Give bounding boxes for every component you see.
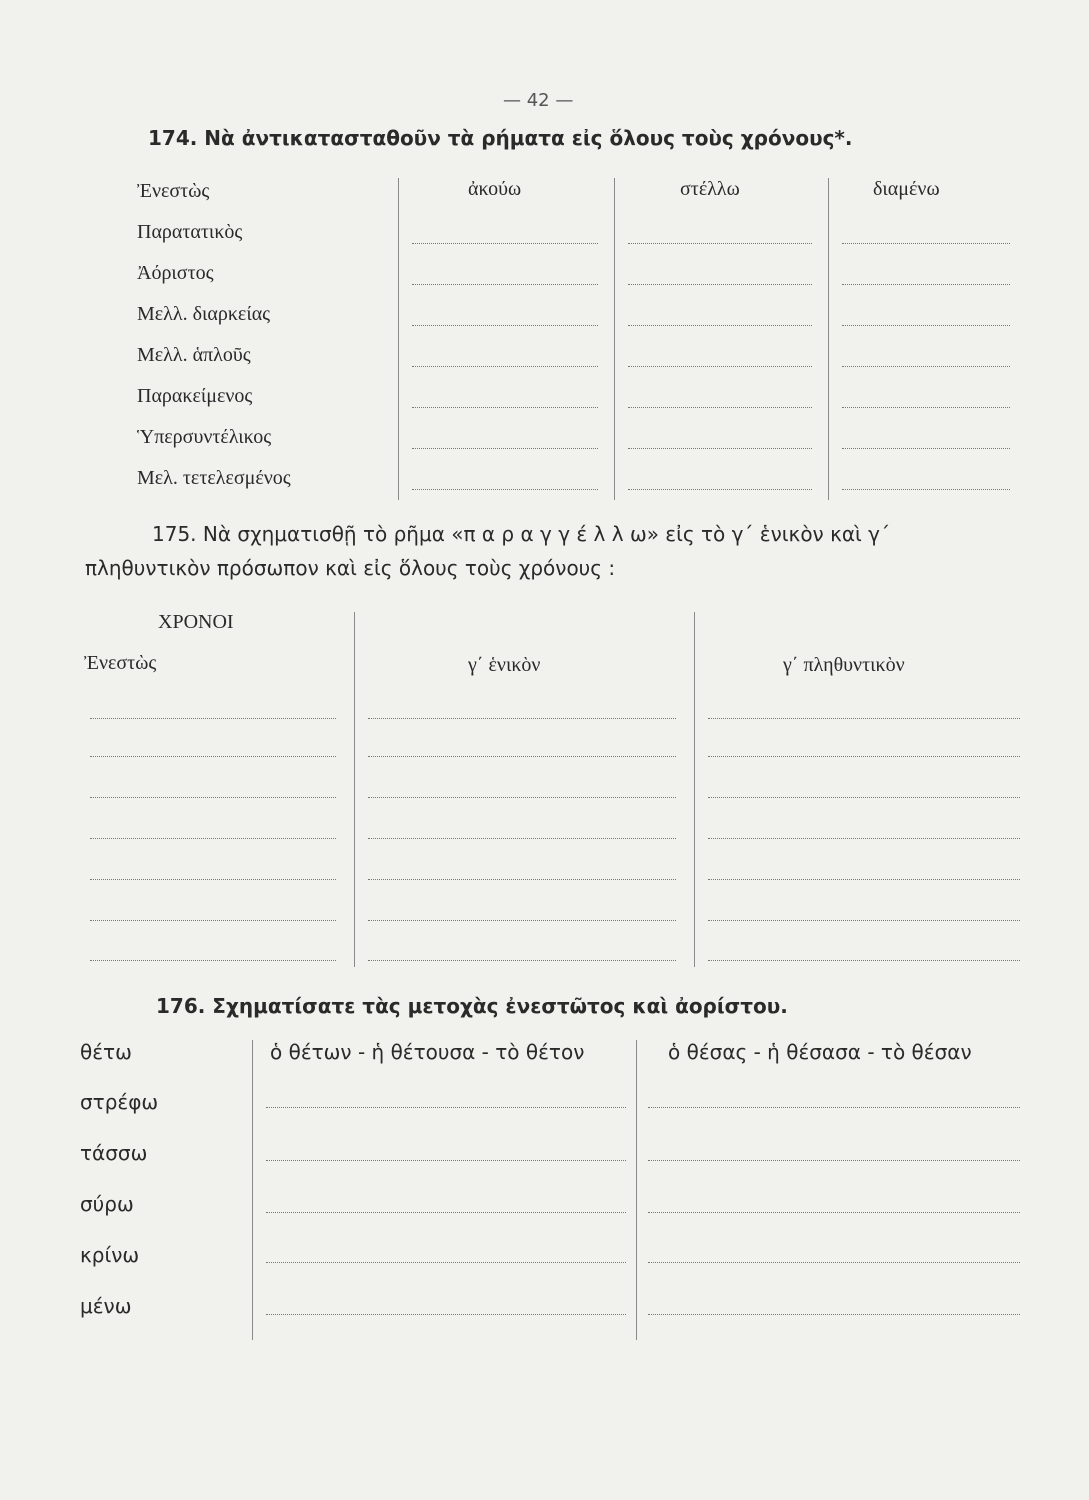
answer-line[interactable] [708, 920, 1020, 921]
answer-line[interactable] [368, 756, 676, 757]
answer-line[interactable] [368, 718, 676, 719]
answer-line[interactable] [412, 284, 598, 285]
tense-label: Μελλ. διαρκείας [137, 303, 271, 325]
verb-label: τάσσω [80, 1141, 148, 1165]
header-plural: γ΄ πληθυντικὸν [783, 654, 905, 676]
answer-line[interactable] [412, 489, 598, 490]
answer-line[interactable] [412, 407, 598, 408]
answer-line[interactable] [266, 1160, 626, 1161]
tense-label: Μελ. τετελεσμένος [137, 467, 291, 489]
header-singular: γ΄ ἑνικὸν [468, 654, 541, 676]
column-divider [636, 1040, 637, 1340]
answer-line[interactable] [842, 407, 1010, 408]
example-aorist-participle: ὁ θέσας - ἡ θέσασα - τὸ θέσαν [668, 1040, 972, 1064]
answer-line[interactable] [842, 284, 1010, 285]
answer-line[interactable] [842, 366, 1010, 367]
answer-line[interactable] [266, 1262, 626, 1263]
answer-line[interactable] [368, 797, 676, 798]
answer-line[interactable] [708, 960, 1020, 961]
answer-line[interactable] [708, 756, 1020, 757]
answer-line[interactable] [266, 1314, 626, 1315]
exercise-175-title-line2: πληθυντικὸν πρόσωπον καὶ εἰς ὅλους τοὺς χρόνους : [85, 556, 616, 580]
answer-line[interactable] [708, 879, 1020, 880]
answer-line[interactable] [648, 1160, 1020, 1161]
answer-line[interactable] [412, 325, 598, 326]
verb-stello: στέλλω [680, 178, 740, 200]
column-divider [398, 178, 399, 500]
answer-line[interactable] [842, 243, 1010, 244]
answer-line[interactable] [842, 325, 1010, 326]
header-tenses: ΧΡΟΝΟΙ [158, 611, 234, 633]
tense-label: Ἀόριστος [137, 262, 214, 284]
page-number: — 42 — [503, 90, 574, 111]
answer-line[interactable] [628, 284, 812, 285]
answer-line[interactable] [90, 920, 336, 921]
answer-line[interactable] [628, 366, 812, 367]
answer-line[interactable] [90, 718, 336, 719]
exercise-175-title-line1: 175. Νὰ σχηματισθῇ τὸ ρῆμα «π α ρ α γ γ έ λ λ ω» εἰς τὸ γ΄ ἑνικὸν καὶ γ΄ [152, 522, 891, 546]
verb-akouo: ἀκούω [468, 178, 522, 200]
tense-label: Μελλ. ἁπλοῦς [137, 344, 251, 366]
example-present-participle: ὁ θέτων - ἡ θέτουσα - τὸ θέτον [270, 1040, 585, 1064]
answer-line[interactable] [368, 920, 676, 921]
tense-label: Παρατατικὸς [137, 221, 243, 243]
column-divider [354, 612, 355, 967]
answer-line[interactable] [368, 838, 676, 839]
answer-line[interactable] [90, 838, 336, 839]
column-divider [252, 1040, 253, 1340]
exercise-174-title: 174. Νὰ ἀντικατασταθοῦν τὰ ρήματα εἰς ὅλους τοὺς χρόνους*. [148, 126, 853, 150]
answer-line[interactable] [648, 1107, 1020, 1108]
answer-line[interactable] [648, 1212, 1020, 1213]
answer-line[interactable] [90, 879, 336, 880]
answer-line[interactable] [708, 718, 1020, 719]
answer-line[interactable] [412, 366, 598, 367]
answer-line[interactable] [412, 243, 598, 244]
answer-line[interactable] [708, 797, 1020, 798]
verb-label: θέτω [80, 1040, 132, 1064]
answer-line[interactable] [368, 960, 676, 961]
answer-line[interactable] [708, 838, 1020, 839]
answer-line[interactable] [628, 448, 812, 449]
verb-label: κρίνω [80, 1243, 140, 1267]
answer-line[interactable] [90, 960, 336, 961]
tense-label: Παρακείμενος [137, 385, 253, 407]
verb-diameno: διαμένω [873, 178, 940, 200]
answer-line[interactable] [842, 448, 1010, 449]
answer-line[interactable] [648, 1314, 1020, 1315]
answer-line[interactable] [842, 489, 1010, 490]
answer-line[interactable] [628, 243, 812, 244]
answer-line[interactable] [628, 407, 812, 408]
tense-label: Ἐνεστὼς [84, 652, 157, 674]
exercise-176-title: 176. Σχηματίσατε τὰς μετοχὰς ἐνεστῶτος καὶ ἀορίστου. [156, 994, 788, 1018]
column-divider [614, 178, 615, 500]
answer-line[interactable] [628, 489, 812, 490]
answer-line[interactable] [412, 448, 598, 449]
column-divider [694, 612, 695, 967]
answer-line[interactable] [648, 1262, 1020, 1263]
answer-line[interactable] [368, 879, 676, 880]
verb-label: σύρω [80, 1192, 134, 1216]
verb-label: μένω [80, 1294, 132, 1318]
answer-line[interactable] [90, 756, 336, 757]
answer-line[interactable] [628, 325, 812, 326]
verb-label: στρέφω [80, 1090, 159, 1114]
column-divider [828, 178, 829, 500]
answer-line[interactable] [266, 1107, 626, 1108]
answer-line[interactable] [266, 1212, 626, 1213]
tense-label: Ἐνεστὼς [137, 180, 210, 202]
tense-label: Ὑπερσυντέλικος [137, 426, 272, 448]
answer-line[interactable] [90, 797, 336, 798]
